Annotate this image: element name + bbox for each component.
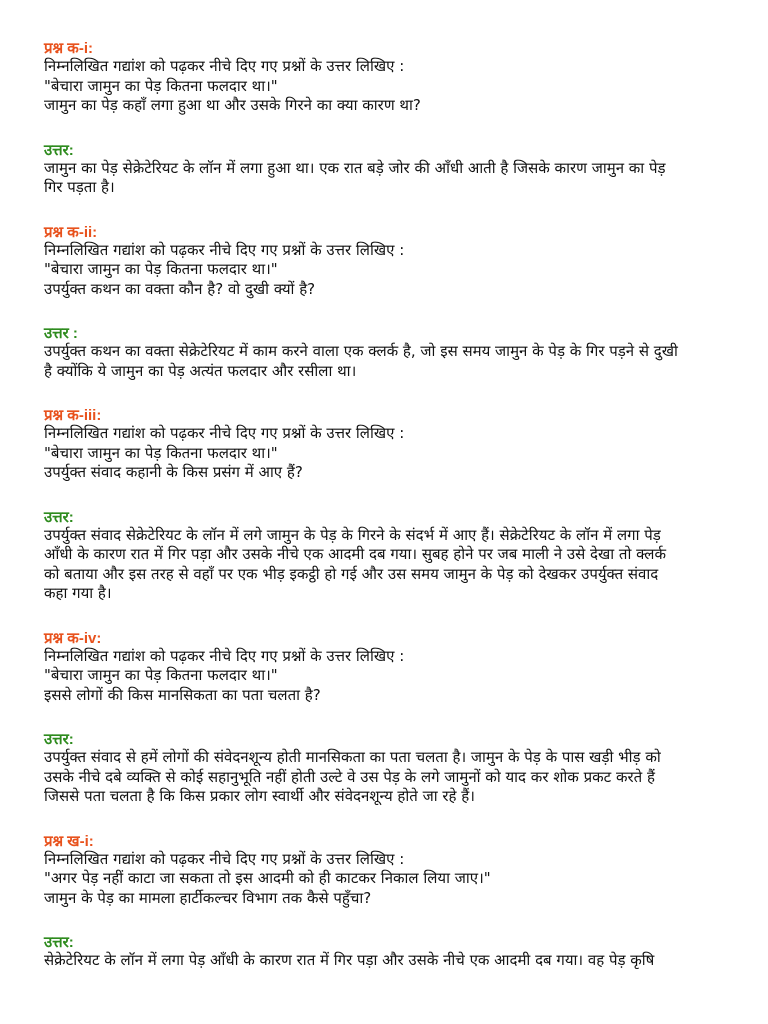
answer-label: उत्तर: xyxy=(44,934,74,951)
question-text: उपर्युक्त कथन का वक्ता कौन है? वो दुखी क्यों है? xyxy=(44,279,316,298)
question-quote: "बेचारा जामुन का पेड़ कितना फलदार था।" xyxy=(44,443,278,462)
answer-label: उत्तर: xyxy=(44,141,74,159)
question-instruction: निम्नलिखित गद्यांश को पढ़कर नीचे दिए गए प्रश्नों के उत्तर लिखिए : xyxy=(44,424,405,442)
question-block xyxy=(44,833,716,909)
answer-line: उपर्युक्त संवाद सेक्रेटेरियट के लॉन में लगे जामुन के पेड़ के गिरने के संदर्भ में आए हैं। सेक्रेटेरियट के लॉन में लगा पेड़ xyxy=(44,525,661,544)
question-quote: "अगर पेड़ नहीं काटा जा सकता तो इस आदमी को ही काटकर निकाल लिया जाए।" xyxy=(44,869,491,887)
question-block xyxy=(44,40,716,116)
answer-block xyxy=(44,509,716,604)
question-label: प्रश्न क-iii: xyxy=(44,407,102,424)
answer-line: आँधी के कारण रात में गिर पड़ा और उसके नीचे एक आदमी दब गया। सुबह होने पर जब माली ने उसे देखा तो क्लर्क xyxy=(44,545,666,563)
question-quote: "बेचारा जामुन का पेड़ कितना फलदार था।" xyxy=(44,76,278,95)
answer-line: उसके नीचे दबे व्यक्ति से कोई सहानुभूति नहीं होती उल्टे वे उस पेड़ के लगे जामुनों को याद कर शोक प्रकट करते हैं xyxy=(44,767,655,786)
question-block xyxy=(44,407,716,483)
answer-label: उत्तर: xyxy=(44,508,74,526)
question-text: इससे लोगों की किस मानसिकता का पता चलता है? xyxy=(44,685,321,704)
question-quote: "बेचारा जामुन का पेड़ कितना फलदार था।" xyxy=(44,260,278,278)
answer-line: उपर्युक्त संवाद से हमें लोगों की संवेदनशून्य होती मानसिकता का पता चलता है। जामुन के पेड़ के पास खड़ी भीड़ को xyxy=(44,748,661,766)
question-label: प्रश्न क-ii: xyxy=(44,223,98,241)
answer-line: उपर्युक्त कथन का वक्ता सेक्रेटेरियट में काम करने वाला एक क्लर्क है, जो इस समय जामुन के पेड़ के गिर पड़ने से दुखी xyxy=(44,342,678,360)
answer-block xyxy=(44,325,716,381)
answer-block xyxy=(44,934,716,971)
answer-line: गिर पड़ता है। xyxy=(44,178,115,196)
answer-line: कहा गया है। xyxy=(44,584,112,602)
answer-label: उत्तर : xyxy=(44,325,78,342)
question-instruction: निम्नलिखित गद्यांश को पढ़कर नीचे दिए गए प्रश्नों के उत्तर लिखिए : xyxy=(44,646,405,665)
answer-line: जामुन का पेड़ सेक्रेटेरियट के लॉन में लगा हुआ था। एक रात बड़े जोर की आँधी आती है जिसके कारण जामुन का पेड़ xyxy=(44,158,666,177)
question-label: प्रश्न क-iv: xyxy=(44,629,102,647)
question-instruction: निम्नलिखित गद्यांश को पढ़कर नीचे दिए गए प्रश्नों के उत्तर लिखिए : xyxy=(44,240,405,259)
answer-block xyxy=(44,731,716,807)
question-quote: "बेचारा जामुन का पेड़ कितना फलदार था।" xyxy=(44,666,278,684)
question-text: जामुन का पेड़ कहाँ लगा हुआ था और उसके गिरने का क्या कारण था? xyxy=(44,96,421,114)
document-page xyxy=(44,40,716,971)
answer-line: सेक्रेटेरियट के लॉन में लगा पेड़ आँधी के कारण रात में गिर पड़ा और उसके नीचे एक आदमी दब गया। वह पेड़ कृषि xyxy=(44,951,655,969)
question-instruction: निम्नलिखित गद्यांश को पढ़कर नीचे दिए गए प्रश्नों के उत्तर लिखिए : xyxy=(44,849,405,868)
question-block xyxy=(44,224,716,300)
answer-line: जिससे पता चलता है कि किस प्रकार लोग स्वार्थी और संवेदनशून्य होते जा रहे हैं। xyxy=(44,787,475,805)
question-text: उपर्युक्त संवाद कहानी के किस प्रसंग में आए हैं? xyxy=(44,463,303,481)
answer-label: उत्तर: xyxy=(44,731,74,748)
question-instruction: निम्नलिखित गद्यांश को पढ़कर नीचे दिए गए प्रश्नों के उत्तर लिखिए : xyxy=(44,57,405,75)
question-block xyxy=(44,630,716,706)
answer-line: को बताया और इस तरह से वहाँ पर एक भीड़ इकट्ठी हो गई और उस समय जामुन के पेड़ को देखकर उपर्युक्त संवाद xyxy=(44,564,659,583)
answer-block xyxy=(44,142,716,198)
answer-line: है क्योंकि ये जामुन का पेड़ अत्यंत फलदार और रसीला था। xyxy=(44,361,357,380)
question-label: प्रश्न ख-i: xyxy=(44,832,94,850)
question-text: जामुन के पेड़ का मामला हार्टीकल्चर विभाग तक कैसे पहुँचा? xyxy=(44,888,372,907)
question-label: प्रश्न क-i: xyxy=(44,40,93,57)
